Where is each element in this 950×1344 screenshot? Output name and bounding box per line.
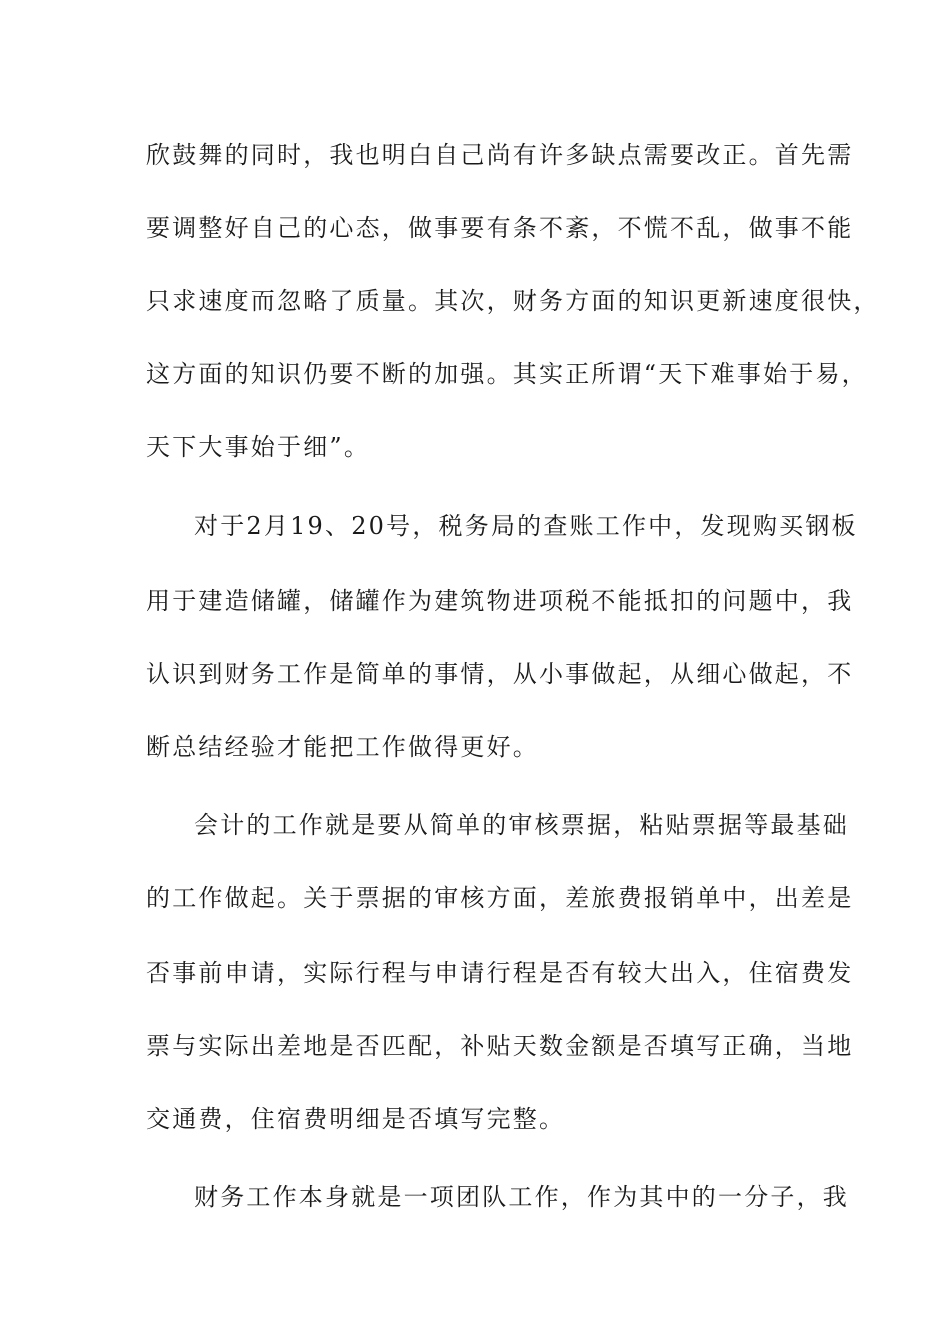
text-line: 的工作做起。关于票据的审核方面，差旅费报销单中，出差是: [146, 884, 854, 912]
text-line: 交通费，住宿费明细是否填写完整。: [146, 1105, 566, 1133]
text-line: 天下大事始于细”。: [146, 433, 371, 461]
text-line: 欣鼓舞的同时，我也明白自己尚有许多缺点需要改正。首先需: [146, 141, 854, 169]
text-line: 这方面的知识仍要不断的加强。其实正所谓“天下难事始于易，: [146, 360, 868, 388]
text-line: 对于2月19、20号，税务局的查账工作中，发现购买钢板: [194, 512, 858, 540]
text-line: 要调整好自己的心态，做事要有条不紊，不慌不乱，做事不能: [146, 214, 854, 242]
text-line: 认识到财务工作是简单的事情，从小事做起，从细心做起，不: [146, 660, 854, 688]
text-line: 票与实际出差地是否匹配，补贴天数金额是否填写正确，当地: [146, 1032, 854, 1060]
text-line: 用于建造储罐，储罐作为建筑物进项税不能抵扣的问题中，我: [146, 587, 854, 615]
text-line: 财务工作本身就是一项团队工作，作为其中的一分子，我: [194, 1183, 849, 1211]
text-line: 会计的工作就是要从简单的审核票据，粘贴票据等最基础: [194, 811, 849, 839]
text-line: 断总结经验才能把工作做得更好。: [146, 733, 539, 761]
text-line: 否事前申请，实际行程与申请行程是否有较大出入，住宿费发: [146, 959, 854, 987]
text-line: 只求速度而忽略了质量。其次，财务方面的知识更新速度很快，: [146, 287, 880, 315]
